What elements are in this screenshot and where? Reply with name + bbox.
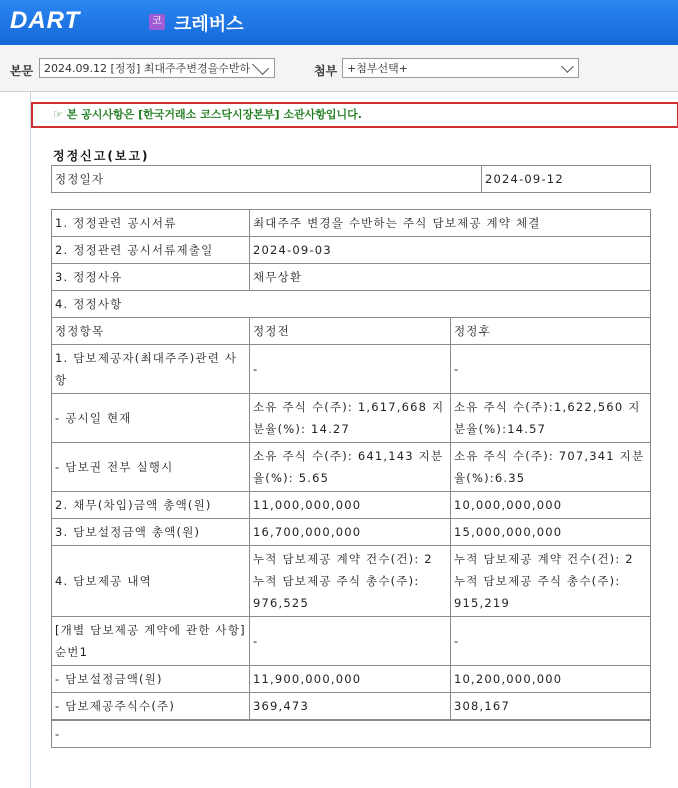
item-label: 4. 담보제공 내역	[52, 546, 250, 617]
item-after: 10,000,000,000	[451, 492, 651, 519]
row-value: 채무상환	[250, 264, 651, 291]
table-row	[52, 291, 651, 318]
item-before: 소유 주식 수(주): 641,143 지분율(%): 5.65	[250, 443, 451, 492]
attach-select[interactable]	[342, 58, 579, 78]
footer-note-table	[51, 720, 651, 748]
main-doc-select[interactable]	[39, 58, 275, 78]
table-header-row	[52, 318, 651, 345]
table-row	[52, 394, 651, 443]
item-before: 소유 주식 수(주): 1,617,668 지분율(%): 14.27	[250, 394, 451, 443]
row-label: 4. 정정사항	[52, 291, 651, 318]
table-row	[52, 345, 651, 394]
footer-note: -	[52, 721, 651, 748]
table-row	[52, 210, 651, 237]
row-label: 3. 정정사유	[52, 264, 250, 291]
col-header-item: 정정항목	[52, 318, 250, 345]
item-after: 누적 담보제공 계약 건수(건): 2 누적 담보제공 주식 총수(주): 915,219	[451, 546, 651, 617]
attach-label: 첨부	[314, 64, 338, 78]
table-row	[52, 264, 651, 291]
item-before: 11,000,000,000	[250, 492, 451, 519]
row-value: 최대주주 변경을 수반하는 주식 담보제공 계약 체결	[250, 210, 651, 237]
item-before: -	[250, 617, 451, 666]
notice-banner: ☞ 본 공시사항은 [한국거래소 코스닥시장본부] 소관사항입니다.	[31, 102, 678, 128]
item-label: - 담보설정금액(원)	[52, 666, 250, 693]
item-before: 11,900,000,000	[250, 666, 451, 693]
item-before: 누적 담보제공 계약 건수(건): 2 누적 담보제공 주식 총수(주): 976,525	[250, 546, 451, 617]
corp-type-badge: 코	[149, 14, 165, 30]
main-doc-label: 본문	[10, 64, 34, 78]
item-after: 15,000,000,000	[451, 519, 651, 546]
table-row	[52, 237, 651, 264]
item-before: -	[250, 345, 451, 394]
table-row	[52, 721, 651, 748]
item-after: 10,200,000,000	[451, 666, 651, 693]
row-value: 2024-09-03	[250, 237, 651, 264]
document-viewer[interactable]	[30, 92, 678, 788]
date-label: 정정일자	[52, 166, 482, 193]
table-row	[52, 519, 651, 546]
table-row	[52, 617, 651, 666]
correction-date-table	[51, 165, 651, 193]
item-label: 3. 담보설정금액 총액(원)	[52, 519, 250, 546]
item-before: 16,700,000,000	[250, 519, 451, 546]
item-label: - 담보제공주식수(주)	[52, 693, 250, 720]
item-label: [개별 담보제공 계약에 관한 사항] 순번1	[52, 617, 250, 666]
item-after: 소유 주식 수(주):1,622,560 지분율(%):14.57	[451, 394, 651, 443]
toolbar	[0, 45, 678, 92]
chevron-down-icon	[252, 58, 269, 75]
col-header-before: 정정전	[250, 318, 451, 345]
dart-logo[interactable]: DART	[10, 7, 81, 34]
date-value: 2024-09-12	[482, 166, 651, 193]
col-header-after: 정정후	[451, 318, 651, 345]
table-row	[52, 693, 651, 720]
item-label: - 담보권 전부 실행시	[52, 443, 250, 492]
table-row	[52, 166, 651, 193]
attach-select-value: +첨부선택+	[347, 62, 408, 75]
item-after: 소유 주식 수(주): 707,341 지분율(%):6.35	[451, 443, 651, 492]
doc-title: 정정신고(보고)	[53, 149, 150, 163]
item-label: 1. 담보제공자(최대주주)관련 사항	[52, 345, 250, 394]
row-label: 2. 정정관련 공시서류제출일	[52, 237, 250, 264]
corp-name[interactable]: 크레버스	[174, 14, 244, 35]
item-label: 2. 채무(차입)금액 총액(원)	[52, 492, 250, 519]
main-doc-select-value: 2024.09.12 [정정] 최대주주변경을수반하	[44, 62, 251, 75]
table-row	[52, 443, 651, 492]
app-header	[0, 0, 678, 45]
table-row	[52, 492, 651, 519]
item-after: -	[451, 345, 651, 394]
row-label: 1. 정정관련 공시서류	[52, 210, 250, 237]
item-label: - 공시일 현재	[52, 394, 250, 443]
correction-detail-table	[51, 209, 651, 720]
table-row	[52, 666, 651, 693]
item-after: -	[451, 617, 651, 666]
item-after: 308,167	[451, 693, 651, 720]
item-before: 369,473	[250, 693, 451, 720]
chevron-down-icon	[561, 60, 574, 73]
table-row	[52, 546, 651, 617]
